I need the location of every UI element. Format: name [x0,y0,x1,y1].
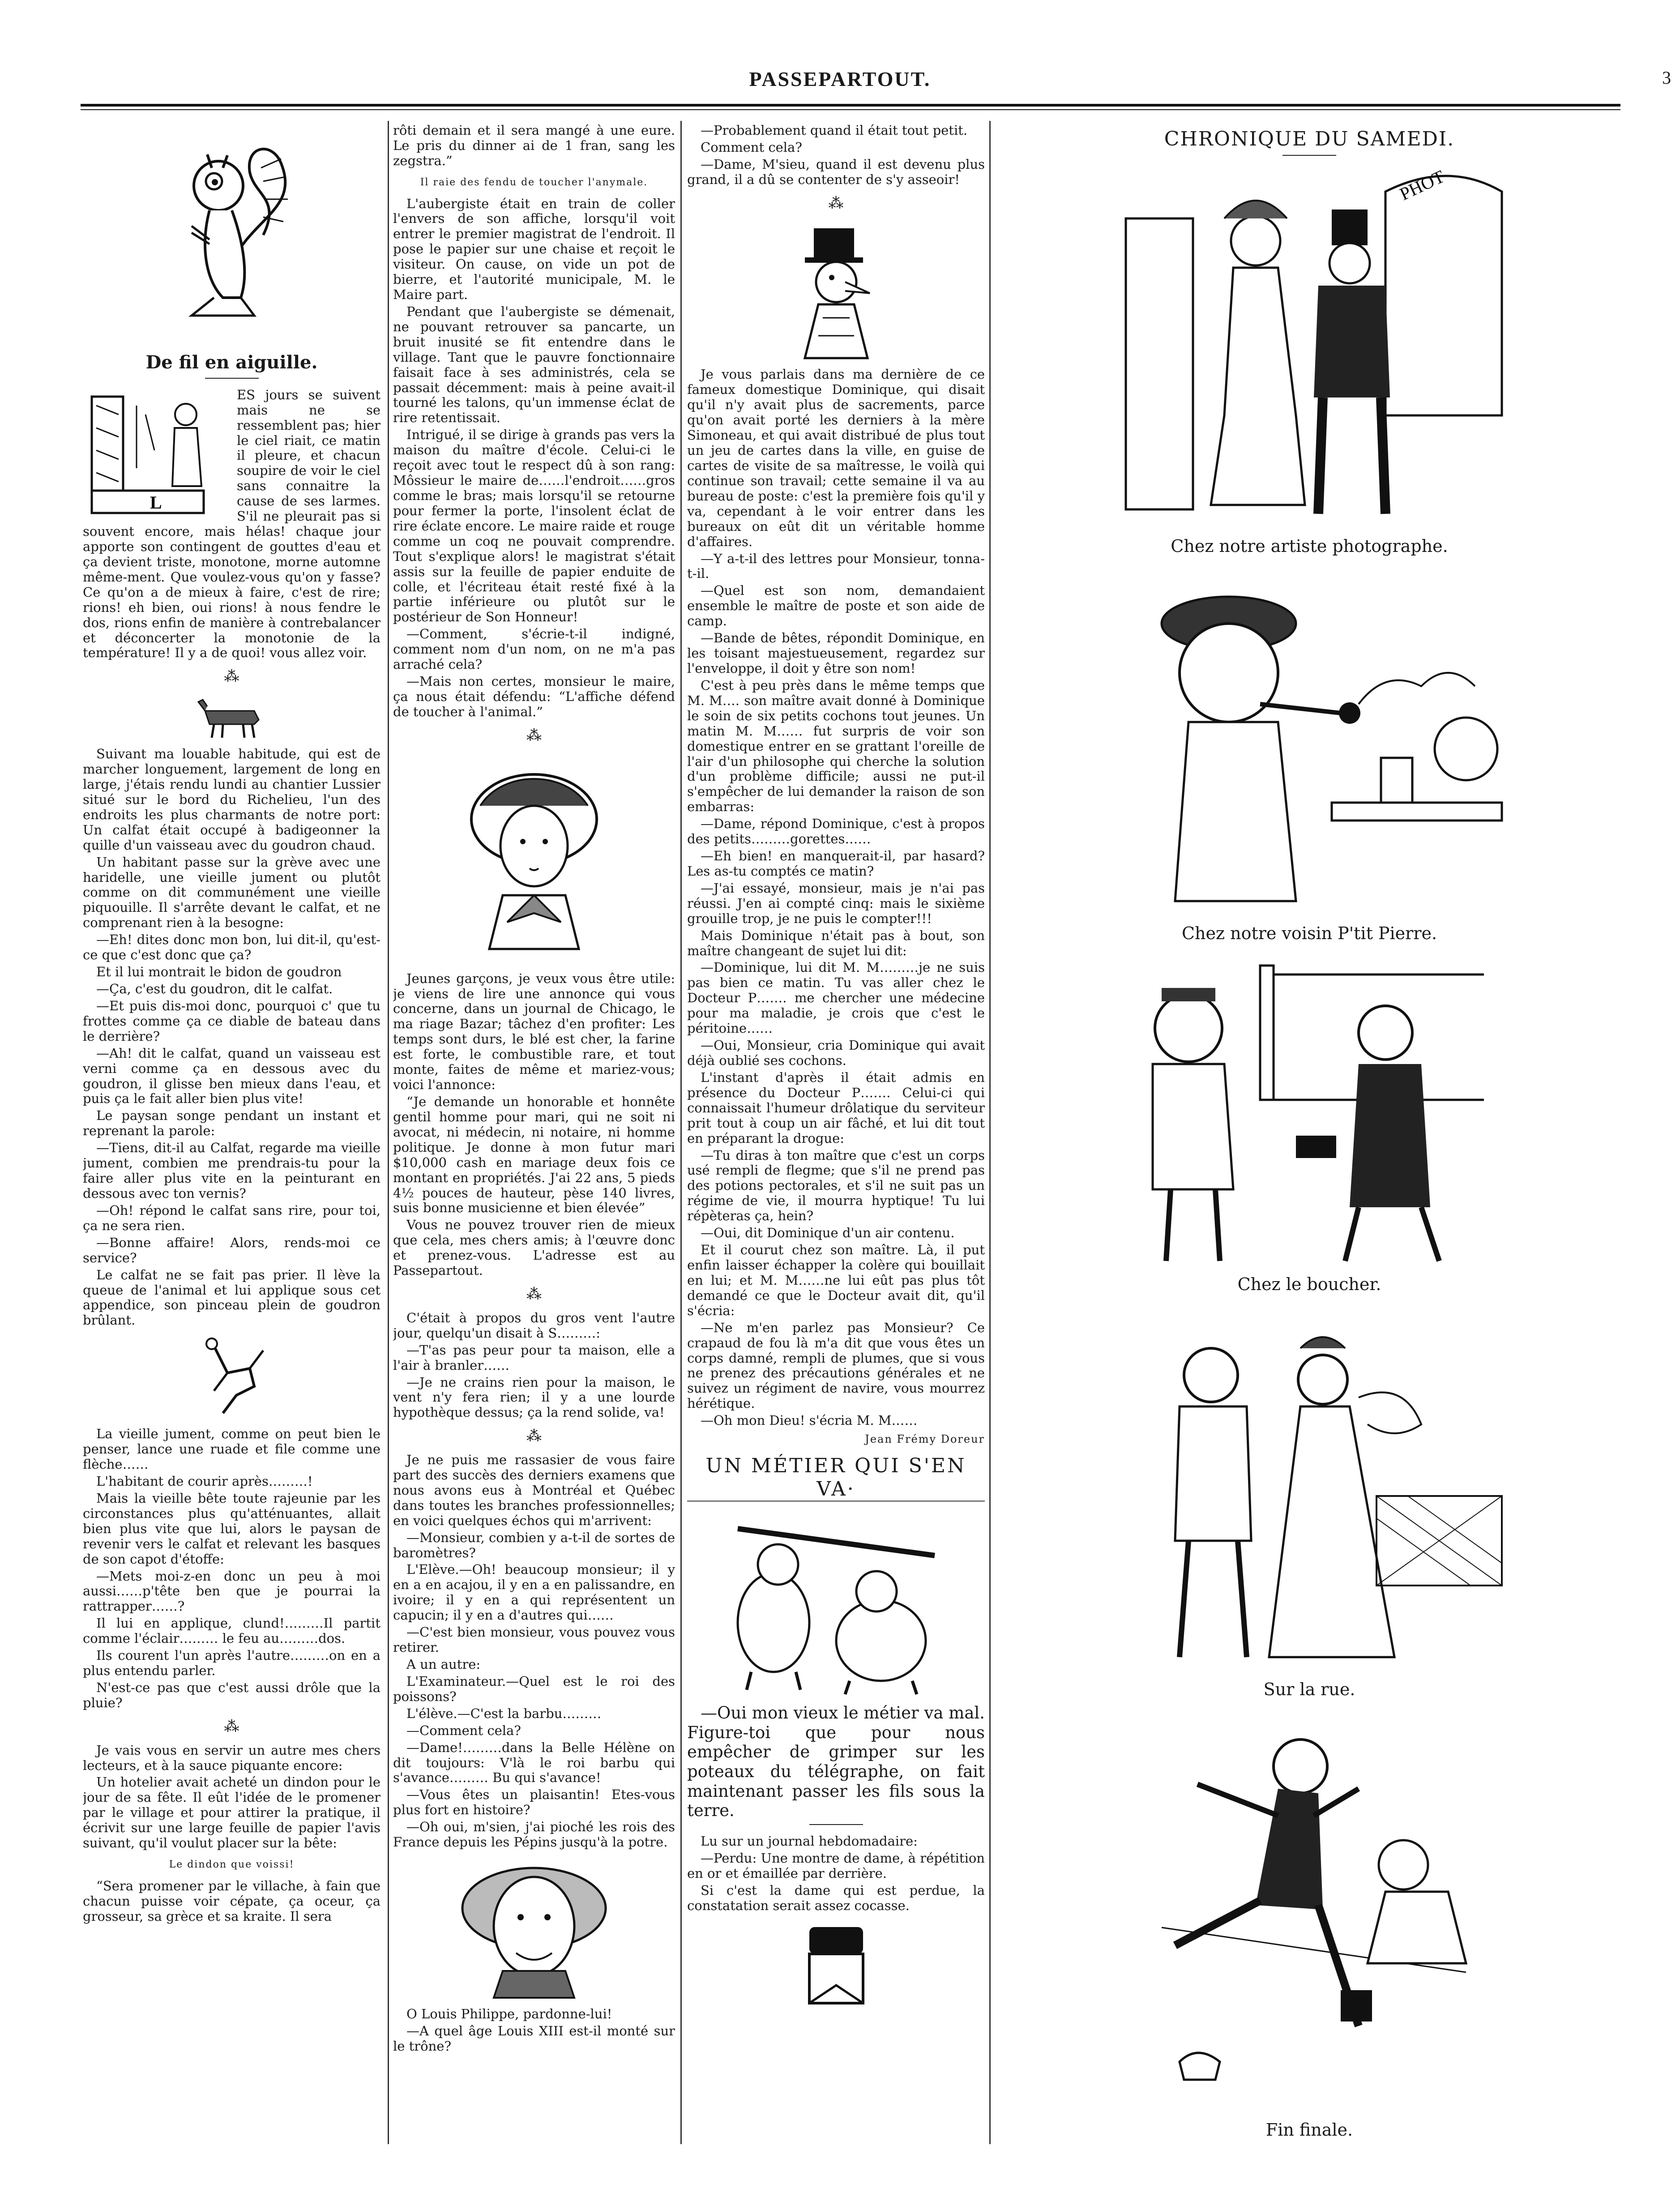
paragraph: L'Examinateur.—Quel est le roi des poissons? [393,1673,675,1704]
paragraph: La vieille jument, comme on peut bien le penser, lance une ruade et file comme une flèche…… [83,1426,380,1472]
pipe-smoker-illustration [1108,570,1511,919]
paragraph: Si c'est la dame qui est perdue, la constatation serait assez cocasse. [687,1882,985,1913]
paragraph: A un autre: [406,1657,481,1672]
goat-illustration [192,693,272,742]
paragraph: Vous ne pouvez trouver rien de mieux que cela, mes chers amis; à l'œuvre donc et prenez-vous. L'adresse est au Passepartout. [393,1217,675,1278]
masthead-rule-thin [81,109,1620,110]
paragraph: Intrigué, il se dirige à grands pas vers la maison du maître d'école. Celui-ci le reçoit avec tout le respect dû à son rang: Môssieur le maire de……l'endroit……gros comme le bras; mais lorsqu'il se retourne pour fermer la porte, l'insolent éclat de rire éclate encore. Le maire raide et rouge comme un coq ne pouvait comprendre. Tout s'explique alors! le magistrat s'était assis sur la feuille de papier enduite de colle, et l'écriteau était resté fixé à la partie inférieure ou plutôt sur le postérieur de Son Honneur! [393,427,675,625]
paragraph: —Oui mon vieux le métier va mal. Figure-toi que pour nous empêcher de grimper sur les poteaux du télégraphe, on fait maintenant passer les fils sous la terre. [687,1703,985,1821]
paragraph: rôti demain et il sera mangé à une eure. Le pris du dinner ai de 1 fran, sang les zegstra.” [393,123,675,168]
paragraph: —Et puis dis-moi donc, pourquoi c' que tu frottes comme ça ce diable de bateau dans le derrière? [83,998,380,1044]
paragraph: O Louis Philippe, pardonne-lui! [406,2006,612,2022]
paragraph: Je ne puis me rassasier de vous faire part des succès des derniers examens que nous avons eus à Montréal et Québec dans toutes les branches professionnelles; en voici quelques échos qui m'arrivent: [393,1452,675,1528]
paragraph: Et il lui montrait le bidon de goudron [96,964,342,980]
paragraph: Il lui en applique, clund!………Il partit comme l'éclair……… le feu au………dos. [83,1615,380,1646]
paragraph: —Oui, Monsieur, cria Dominique qui avait déjà oublié ses cochons. [687,1038,985,1068]
paragraph: L'instant d'après il était admis en présence du Docteur P……. Celui-ci qui connaissait l'humeur drôlatique du serviteur prit tout à coup un air fâché, et lui dit tout en préparant la drogue: [687,1069,985,1146]
paragraph: —Tiens, dit-il au Calfat, regarde ma vieille jument, combien me prendrais-tu pour la faire aller plus vite en la peinturant en dessous avec ton vernis? [83,1140,380,1201]
paragraph: Jeunes garçons, je veux vous être utile: je viens de lire une annonce qui vous concerne, dans un journal de Chicago, le ma riage Bazar; tâchez d'en profiter: Les temps sont durs, le blé est cher, la farine est forte, le combustible rare, et tout monte, faites de même et mariez-vous; voici l'annonce: [393,970,675,1093]
butcher-scene-illustration [1108,957,1511,1270]
paragraph: —Dame, répond Dominique, c'est à propos des petits………gorettes…… [687,816,985,847]
paragraph: —Perdu: Une montre de dame, à répétition en or et émaillée par derrière. [687,1851,985,1881]
paragraph: —J'ai essayé, monsieur, mais je n'ai pas réussi. J'en ai compté cinq: mais le sixième grouille trop, je ne puis le compter!!! [687,880,985,926]
photographer-scene-illustration [1108,165,1511,532]
author-signature: Jean Frémy Doreur [865,1433,985,1446]
column-divider-2 [680,121,682,2144]
paragraph: Le calfat ne se fait pas prier. Il lève la queue de l'animal et lui applique sous cet appendice, son pinceau plein de goudron brûlant. [83,1267,380,1328]
paragraph: —Comment, s'écrie-t-il indigné, comment nom d'un nom, on ne m'a pas arraché cela? [393,626,675,672]
phot-sign-text: PHOT [1396,166,1448,205]
paragraph: Et il courut chez son maître. Là, il put enfin laisser échapper la colère qui bouillait en lui; et M. M……ne lui eût pas plus tôt demandé ce que le Docteur avait dit, qu'il s'écria: [687,1242,985,1318]
bird-in-top-hat-illustration [791,219,881,363]
paragraph: “Sera promener par le villache, à fain que chacun puisse voir cépate, ça oceur, ça grosseur, sa grèce et sa kraite. Il sera [83,1878,380,1924]
paragraph: —Eh bien! en manquerait-il, par hasard? Les as-tu comptés ce matin? [687,848,985,879]
paragraph: N'est-ce pas que c'est aussi drôle que la pluie? [83,1680,380,1710]
paragraph: —Probablement quand il était tout petit. [701,123,968,138]
paragraph: —Dame!………dans la Belle Hélène on dit toujours: V'là le roi barbu qui s'avance……… Bu qui s'avance! [393,1739,675,1786]
separator: ⁂ [828,194,844,212]
street-scene-illustration [1108,1308,1511,1675]
column-divider-3 [989,121,991,2144]
paragraph: —T'as pas peur pour ta maison, elle a l'air à branler…… [393,1342,675,1373]
short-rule [205,378,259,379]
heading-de-fil: De fil en aiguille. [145,352,318,373]
column-2 [393,123,675,2182]
paragraph: Un hotelier avait acheté un dindon pour le jour de sa fête. Il eût l'idée de le promener par le village et pour attirer la pratique, il écrivit sur une large feuille de papier l'avis suivant, qu'il voulut placer sur la bête: [83,1774,380,1851]
paragraph: L'aubergiste était en train de coller l'envers de son affiche, lorsqu'il voit entrer le premier magistrat de l'endroit. Il pose le papier sur une chaise et reçoit le visiteur. On cause, on vide un pot de bierre, et l'autorité municipale, M. le Maire part. [393,196,675,303]
paragraph: —Je ne crains rien pour la maison, le vent n'y fera rien; il y a une lourde hypothèque dessus; ça la rend solide, va! [393,1374,675,1420]
separator: ⁂ [526,1427,542,1445]
paragraph: —Oh oui, m'sien, j'ai pioché les rois des France depuis les Pépins jusqu'à la potre. [393,1819,675,1850]
paragraph: C'était à propos du gros vent l'autre jour, quelqu'un disait à S………: [393,1310,675,1341]
paragraph: —Eh! dites donc mon bon, lui dit-il, qu'est-ce que c'est donc que ça? [83,932,380,963]
running-man-illustration [1108,1713,1511,2116]
paragraph: Comment cela? [701,139,802,155]
paragraph: —Ne m'en parlez pas Monsieur? Ce crapaud de fou là m'a dit que vous êtes un corps damné, rempli de plumes, que si vous ne prenez des précautions générales et ne suivez un régiment de navire, vous mourrez hérétique. [687,1320,985,1411]
hat-drawers-illustration [791,1918,881,2008]
paragraph: —C'est bien monsieur, vous pouvez vous retirer. [393,1624,675,1655]
paragraph: —Oh! répond le calfat sans rire, pour toi, ça ne sera rien. [83,1202,380,1233]
short-rule [1282,155,1336,156]
paragraph: Je vous parlais dans ma dernière de ce fameux domestique Dominique, qui disait qu'il n'y avait plus de sacrements, parce qu'on avait porté les derniers à la mère Simoneau, et qui avait distribué de plus tout un jeu de cartes dans la ville, en guise de cartes de visite de sa maîtresse, le voilà qui continue son travail; cette semaine il va au bureau de poste: c'est la première fois qu'il y va, cependant à le voir entrer dans les bureaux on eût dit un véritable homme d'affaires. [687,367,985,549]
column-divider-1 [388,121,389,2144]
subheading: Il raie des fendu de toucher l'anymale. [420,176,648,188]
caption: Chez le boucher. [1237,1274,1381,1295]
paragraph: —Mais non certes, monsieur le maire, ça nous était défendu: “L'affiche défend de toucher à l'animal.” [393,674,675,719]
paragraph: —Dame, M'sieu, quand il est devenu plus grand, il a dû se contenter de s'y asseoir! [687,156,985,187]
paragraph: —Mets moi-z-en donc un peu à moi aussi……p'tête ben que je pourrai la rattrapper……? [83,1568,380,1614]
caption: Fin finale. [1265,2120,1353,2140]
paragraph: —Bonne affaire! Alors, rends-moi ce service? [83,1235,380,1265]
pear-head-illustration [449,1855,619,2002]
paragraph: “Je demande un honorable et honnête gentil homme pour mari, qui ne soit ni avocat, ni médecin, ni notaire, ni homme politique. Je donne à mon futur mari $10,000 cash en mariage deux fois ce montant en propriétés. J'ai 22 ans, 5 pieds 4½ pouces de hauteur, pèse 140 livres, suis bonne musicienne et bien élevée” [393,1094,675,1216]
paragraph: C'est à peu près dans le même temps que M. M…. son maître avait donné à Dominique le soin de six petits cochons tout jeunes. Un matin M. M…… fut surpris de voir son domestique entrer en se grattant l'oreille de l'air d'un philosophe qui cherche la solution d'un problème difficile; aussi ne put-il s'empêcher de lui demander la raison de son embarras: [687,677,985,815]
paragraph: —Oh mon Dieu! s'écria M. M…… [701,1413,918,1428]
paragraph: L'élève.—C'est la barbu……… [406,1705,602,1721]
paragraph: Mais la vieille bête toute rajeunie par les circonstances plus qu'atténuantes, allait bien plus vite que lui, alors le paysan de revenir vers le calfat et relevant les basques de son capot d'étoffe: [83,1490,380,1567]
separator: ⁂ [526,726,542,744]
separator: ⁂ [526,1285,542,1304]
drop-letter: L [150,492,162,513]
subheading: Le dindon que voissi! [169,1859,295,1871]
paragraph: —Ça, c'est du goudron, dit le calfat. [96,981,333,996]
paragraph: Je vais vous en servir un autre mes chers lecteurs, et à la sauce piquante encore: [83,1742,380,1773]
column-4 [1000,123,1618,2182]
paragraph: —Tu diras à ton maître que c'est un corps usé rempli de flegme; que s'il ne prend pas des potions pectorales, et s'il ne suit pas un régime de vie, il mourra hyptique! Tu lui répèteras ça, hein? [687,1147,985,1224]
column-1 [83,123,380,2182]
paragraph: Le paysan songe pendant un instant et reprenant la parole: [83,1108,380,1139]
paragraph: Mais Dominique n'était pas à bout, son maître changeant de sujet lui dit: [687,927,985,958]
paragraph: —Bande de bêtes, répondit Dominique, en les toisant majestueusement, regardez sur l'enveloppe, il doit y être son nom! [687,630,985,676]
paragraph: —Comment cela? [406,1722,521,1738]
paragraph: —Ah! dit le calfat, quand un vaisseau est verni comme ça en dessous avec du goudron, il glisse ben mieux dans l'eau, et puis ça le fait aller bien plus vite! [83,1045,380,1107]
paragraph: Ils courent l'un après l'autre………on en a plus entendu parler. [83,1648,380,1679]
paragraph: —A quel âge Louis XIII est-il monté sur le trône? [393,2023,675,2054]
caption: Chez notre artiste photographe. [1171,536,1448,556]
chronique-title: CHRONIQUE DU SAMEDI. [1164,128,1455,150]
squirrel-illustration [165,128,299,342]
masthead-title: PASSEPARTOUT. [749,68,931,90]
short-rule [809,1824,863,1825]
paragraph: L'habitant de courir après………! [96,1474,313,1489]
paragraph: L'Elève.—Oh! beaucoup monsieur; il y en a en acajou, il y en a en palissandre, en ivoire; il y en a qui représentent un capucin; il y en a d'autres qui…… [393,1562,675,1623]
paragraph: Pendant que l'aubergiste se démenait, ne pouvant retrouver sa pancarte, un bruit inusité se fit entendre dans le village. Tant que le pauvre fonctionnaire faisait face à ses administrés, cela se passait décemment: mais à peine avait-il tourné les talons, qu'un immense éclat de rire retentissait. [393,303,675,426]
paragraph: —Oui, dit Dominique d'un air contenu. [701,1225,955,1241]
paragraph: —Y a-t-il des lettres pour Monsieur, tonna-t-il. [687,551,985,581]
paragraph: ES jours se suivent mais ne se ressemblent pas; hier le ciel riait, ce matin il pleure, et chacun soupire de voir le ciel sans connaitre la cause de ses larmes. S'il ne pleurait pas si souvent encore, mais hélas! chaque jour apporte son contingent de gouttes d'eau et ça devient triste, monotone, morne automne même-ment. Que voulez-vous qu'on y fasse? Ce qu'on a de mieux à faire, c'est de rire; rions! eh bien, oui rions! à nous fendre le dos, rions enfin de manière à contrebalancer et déconcerter la monotonie de la température! Il y a de quoi! vous allez voir. [83,387,380,661]
jumping-horse-illustration [187,1333,277,1422]
masthead-rule-thick [81,104,1620,107]
page-mark: 3 [1662,68,1671,88]
paragraph: —Dominique, lui dit M. M………je ne suis pas bien ce matin. Tu vas aller chez le Docteur P……. me chercher une médecine pour ma maladie, je crois que c'est le péritoine…… [687,960,985,1036]
drop-cap-illustration [83,388,231,522]
paragraph: —Monsieur, combien y a-t-il de sortes de baromètres? [393,1530,675,1560]
paragraph: Lu sur un journal hebdomadaire: [701,1833,918,1849]
lady-bonnet-illustration [449,752,619,967]
separator: ⁂ [224,667,239,686]
paragraph: —Quel est son nom, demandaient ensemble le maître de poste et son aide de camp. [687,583,985,629]
paragraph: Suivant ma louable habitude, qui est de marcher longuement, largement de long en large, j'étais rendu lundi au chantier Lussier situé sur le bord du Richelieu, l'un des endroits les plus charmants de notre port: Un calfat était occupé à badigeonner la quille d'un vaisseau avec du goudron chaud. [83,746,380,853]
column-3 [687,123,985,2182]
caption: Sur la rue. [1263,1679,1355,1699]
heading-metier: UN MÉTIER QUI S'EN VA· [687,1454,985,1502]
bears-with-pole-illustration [702,1511,970,1699]
paragraph: Un habitant passe sur la grève avec une haridelle, une vieille jument ou plutôt comme on dit communément une vieille piquouille. Il s'arrête devant le calfat, et ne comprenant rien à la besogne: [83,854,380,931]
paragraph: —Vous êtes un plaisantin! Etes-vous plus fort en histoire? [393,1787,675,1818]
caption: Chez notre voisin P'tit Pierre. [1181,923,1437,943]
separator: ⁂ [224,1717,239,1735]
